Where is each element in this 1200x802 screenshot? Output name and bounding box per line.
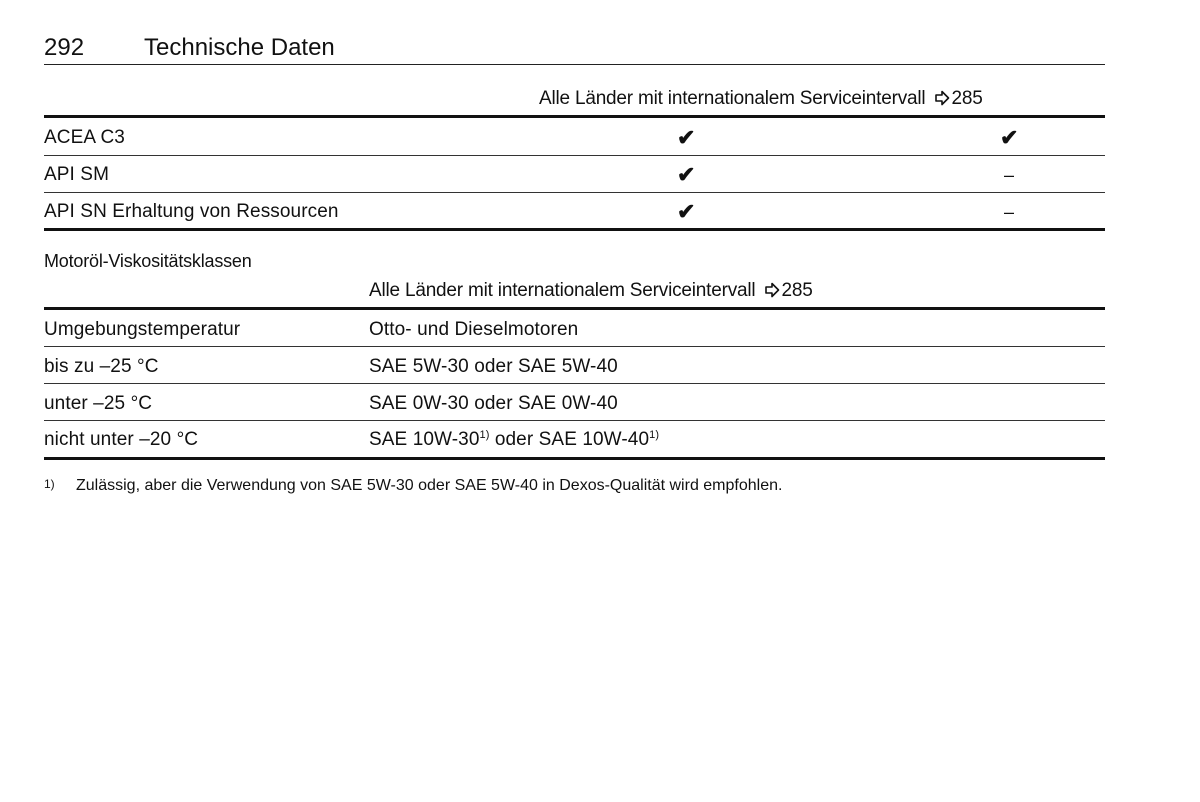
viscosity-grade-cell: SAE 0W-30 oder SAE 0W-40 xyxy=(369,393,618,414)
table-row-divider xyxy=(44,420,1105,421)
checkmark-icon: ✔ xyxy=(677,199,696,224)
table-row-label: API SM xyxy=(44,164,110,185)
temperature-cell: nicht unter –20 °C xyxy=(44,429,199,450)
temperature-cell: unter –25 °C xyxy=(44,393,153,414)
grade-part: oder SAE 10W-40 xyxy=(489,429,650,450)
caption-text: Alle Länder mit internationalem Serviceintervall xyxy=(369,280,756,301)
table-row-label: API SN Erhaltung von Ressourcen xyxy=(44,201,339,222)
table-bottom-rule xyxy=(44,228,1105,231)
caption-text: Alle Länder mit internationalem Serviceintervall xyxy=(539,88,926,109)
table-row-divider xyxy=(44,383,1105,384)
checkmark-icon: ✔ xyxy=(677,162,696,187)
column-header-engines: Otto- und Dieselmotoren xyxy=(369,319,579,340)
table-top-rule xyxy=(44,115,1105,118)
table-bottom-rule xyxy=(44,457,1105,460)
checkmark-icon: ✔ xyxy=(677,125,696,150)
footnote-reference: 1) xyxy=(649,429,660,441)
page-header xyxy=(44,32,1105,65)
table-row-divider xyxy=(44,192,1105,193)
not-applicable-dash: – xyxy=(1004,202,1015,222)
checkmark-icon: ✔ xyxy=(1000,125,1019,150)
page-number: 292 xyxy=(44,34,85,61)
table-row-divider xyxy=(44,155,1105,156)
page-reference-arrow-icon xyxy=(764,282,780,298)
viscosity-table-caption xyxy=(369,280,813,302)
temperature-cell: bis zu –25 °C xyxy=(44,356,159,377)
table-row-label: ACEA C3 xyxy=(44,127,125,148)
not-applicable-dash: – xyxy=(1004,165,1015,185)
page-reference-arrow-icon xyxy=(934,90,950,106)
column-header-temperature: Umgebungstemperatur xyxy=(44,319,241,340)
footnote-reference: 1) xyxy=(479,429,490,441)
viscosity-grade-cell: SAE 5W-30 oder SAE 5W-40 xyxy=(369,356,618,377)
table-top-rule xyxy=(44,307,1105,310)
page-title: Technische Daten xyxy=(144,34,335,61)
caption-page-ref: 285 xyxy=(951,88,983,109)
oil-quality-table-caption xyxy=(539,88,983,110)
grade-part: SAE 10W-30 xyxy=(369,429,480,450)
footnote-text: Zulässig, aber die Verwendung von SAE 5W-30 oder SAE 5W-40 in Dexos-Qualität wird empfohlen. xyxy=(76,477,783,494)
viscosity-grade-cell xyxy=(369,429,659,451)
caption-page-ref: 285 xyxy=(781,280,813,301)
footnote-marker: 1) xyxy=(44,477,55,491)
table-row-divider xyxy=(44,346,1105,347)
section-heading: Motoröl-Viskositätsklassen xyxy=(44,251,252,271)
